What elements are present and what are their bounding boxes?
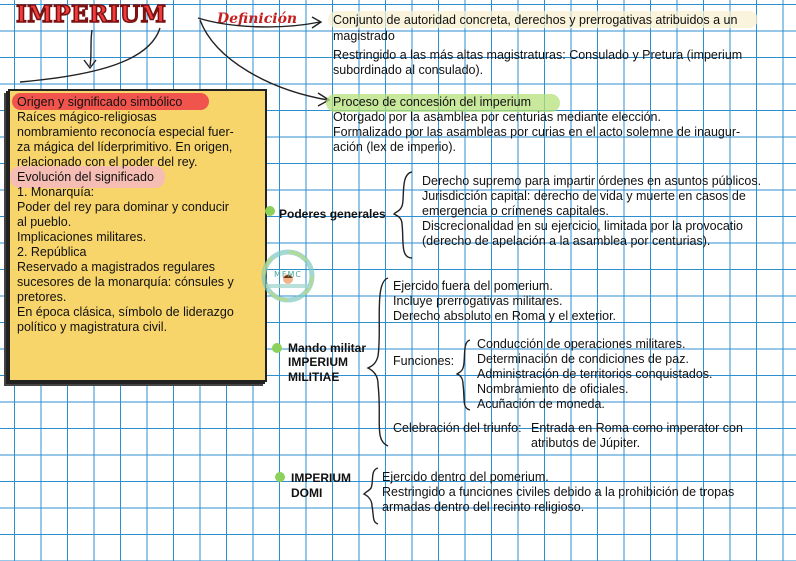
triunfo-label: Celebración del triunfo: bbox=[393, 421, 522, 435]
origin-box bbox=[8, 89, 267, 382]
militiae-label-3: MILITIAE bbox=[288, 370, 340, 384]
triunfo-line-2: atributos de Júpiter. bbox=[531, 436, 641, 450]
concession-line-3: ación (lex de imperio). bbox=[333, 140, 456, 154]
militiae-line-2: Incluye prerrogativas militares. bbox=[393, 294, 563, 308]
evolution-line-4: Implicaciones militares. bbox=[17, 230, 147, 244]
poderes-line-2: Jurisdicción capital: derecho de vida y muerte en casos de bbox=[422, 189, 746, 203]
evolution-line-7: sucesores de la monarquía: cónsules y bbox=[17, 275, 234, 289]
domi-line-2: Restringido a funciones civiles debido a la prohibición de tropas bbox=[382, 485, 735, 499]
evolution-line-2: Poder del rey para dominar y conducir bbox=[17, 200, 229, 214]
militiae-line-1: Ejercido fuera del pomerium. bbox=[393, 279, 553, 293]
militiae-label-2: IMPERIUM bbox=[288, 355, 348, 369]
definition-line-3: Restringido a las más altas magistraturas: Consulado y Pretura (imperium bbox=[333, 48, 743, 62]
evolution-heading: Evolución del significado bbox=[17, 170, 154, 184]
domi-line-3: armadas dentro del recinto religioso. bbox=[382, 500, 585, 514]
origin-line-4: relacionado con el poder del rey. bbox=[17, 155, 198, 169]
definition-arrow-upper bbox=[198, 18, 320, 27]
triunfo-line-1: Entrada en Roma como imperator con bbox=[531, 421, 743, 435]
origin-line-3: za mágica del líderprimitivo. En origen, bbox=[17, 140, 233, 154]
logo-text: MFMC bbox=[274, 270, 302, 279]
militiae-label-1: Mando militar bbox=[288, 341, 367, 355]
poderes-line-5: (derecho de apelación a la asamblea por centurias). bbox=[422, 234, 711, 248]
domi-brace bbox=[364, 468, 378, 524]
evolution-line-10: político y magistratura civil. bbox=[17, 320, 168, 334]
page-title: IMPERIUM bbox=[16, 1, 167, 28]
evolution-line-8: pretores. bbox=[17, 290, 67, 304]
evolution-line-9: En época clásica, símbolo de liderazgo bbox=[17, 305, 234, 319]
concession-line-2: Formalizado por las asambleas por curias en el acto solemne de inaugur- bbox=[333, 125, 741, 139]
funcion-item: Conducción de operaciones militares. bbox=[477, 337, 686, 351]
poderes-line-4: Discrecionalidad en su ejercicio, limitada por la provocatio bbox=[422, 219, 743, 233]
poderes-label: Poderes generales bbox=[279, 207, 386, 221]
funciones-label: Funciones: bbox=[393, 354, 455, 368]
poderes-line-3: emergencia o crímenes capitales. bbox=[422, 204, 609, 218]
concession-heading: Proceso de concesión del imperium bbox=[333, 95, 532, 109]
concession-line-1: Otorgado por la asamblea por centurias mediante elección. bbox=[333, 110, 661, 124]
domi-line-1: Ejercido dentro del pomerium. bbox=[382, 470, 549, 484]
definition-arrow-lower bbox=[200, 20, 328, 100]
militiae-bullet bbox=[272, 343, 282, 353]
origin-line-2: nombramiento reconocía especial fuer- bbox=[17, 125, 234, 139]
poderes-bullet bbox=[265, 206, 275, 216]
militiae-brace bbox=[368, 278, 388, 446]
definition-label: Definición bbox=[217, 11, 298, 27]
origin-heading: Origen y significado simbólico bbox=[17, 95, 183, 109]
domi-bullet bbox=[275, 472, 285, 482]
funcion-item: Nombramiento de oficiales. bbox=[477, 382, 629, 396]
domi-label-1: IMPERIUM bbox=[291, 471, 351, 485]
evolution-line-1: 1. Monarquía: bbox=[17, 185, 95, 199]
origin-line-1: Raíces mágico-religiosas bbox=[17, 110, 157, 124]
title-to-box-curve bbox=[20, 28, 160, 82]
funcion-item: Administración de territorios conquistados. bbox=[477, 367, 713, 381]
title-down-arrow bbox=[90, 30, 92, 66]
evolution-line-5: 2. República bbox=[17, 245, 87, 259]
poderes-line-1: Derecho supremo para impartir órdenes en asuntos públicos. bbox=[422, 174, 762, 188]
funciones-brace bbox=[457, 340, 470, 410]
domi-label-2: DOMI bbox=[291, 486, 323, 500]
definition-line-2: magistrado bbox=[333, 29, 395, 43]
poderes-brace bbox=[394, 172, 412, 258]
definition-line-1: Conjunto de autoridad concreta, derechos y prerrogativas atribuidos a un bbox=[333, 13, 738, 27]
militiae-line-3: Derecho absoluto en Roma y el exterior. bbox=[393, 309, 617, 323]
funcion-item: Determinación de condiciones de paz. bbox=[477, 352, 689, 366]
funcion-item: Acuñación de moneda. bbox=[477, 397, 605, 411]
evolution-line-3: al pueblo. bbox=[17, 215, 72, 229]
definition-line-4: subordinado al consulado). bbox=[333, 63, 484, 77]
evolution-line-6: Reservado a magistrados regulares bbox=[17, 260, 216, 274]
